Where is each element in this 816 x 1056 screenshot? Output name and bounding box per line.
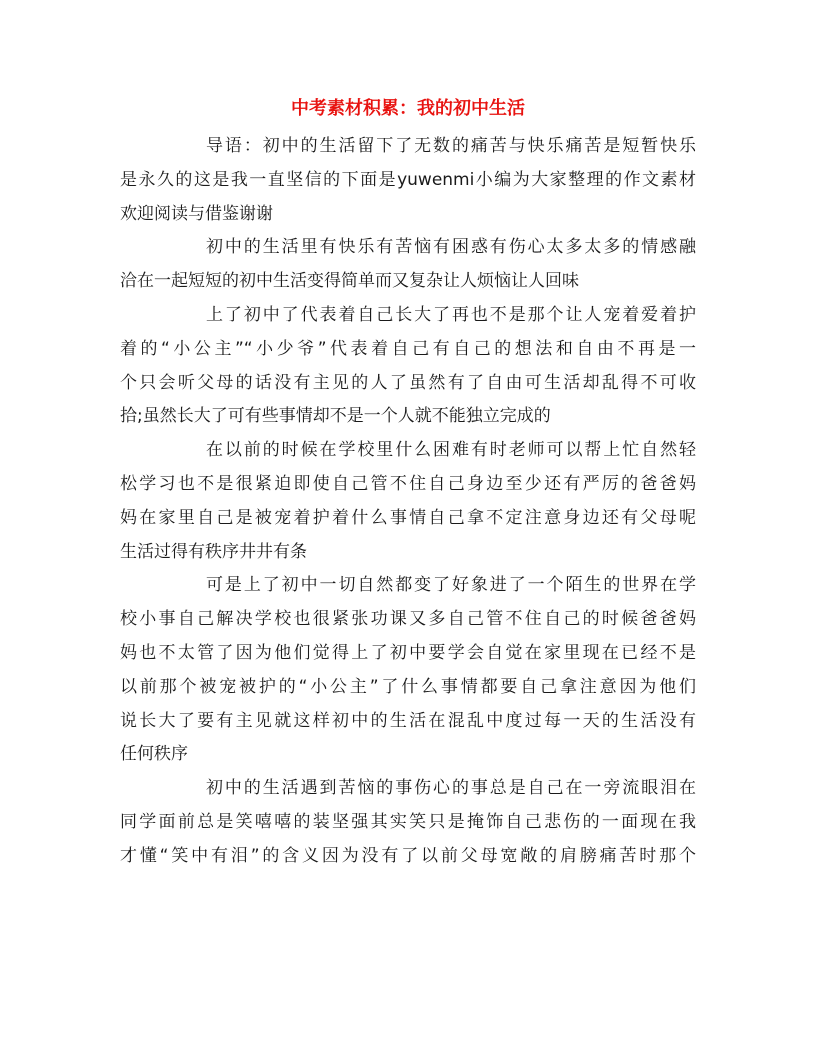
paragraph-line: 校小事自己解决学校也很紧张功课又多自己管不住自己的时候爸爸妈 [120, 609, 696, 630]
paragraph-line: 初中的生活遇到苦恼的事伤心的事总是自己在一旁流眼泪在 [206, 778, 696, 799]
paragraph-line: 可是上了初中一切自然都变了好象进了一个陌生的世界在学 [206, 575, 696, 596]
paragraph-line: 妈在家里自己是被宠着护着什么事情自己拿不定注意身边还有父母呢 [120, 507, 696, 528]
paragraph [120, 299, 696, 434]
paragraph-line: 在以前的时候在学校里什么困难有时老师可以帮上忙自然轻 [206, 440, 696, 461]
paragraph-line: 洽在一起短短的初中生活变得简单而又复杂让人烦恼让人回味 [120, 271, 579, 292]
document-title: 中考素材积累：我的初中生活 [291, 98, 525, 119]
paragraph [120, 434, 696, 569]
paragraph [120, 231, 696, 299]
paragraph [120, 569, 696, 772]
paragraph-line: 任何秩序 [120, 744, 188, 765]
paragraph [120, 772, 696, 873]
paragraph-line: 个只会听父母的话没有主见的人了虽然有了自由可生活却乱得不可收 [120, 372, 696, 393]
paragraph-intro [120, 130, 696, 231]
document-body [120, 130, 696, 874]
paragraph-line: 同学面前总是笑嘻嘻的装坚强其实笑只是掩饰自己悲伤的一面现在我 [120, 811, 696, 832]
paragraph-line: 说长大了要有主见就这样初中的生活在混乱中度过每一天的生活没有 [120, 710, 696, 731]
paragraph-line: 以前那个被宠被护的“小公主”了什么事情都要自己拿注意因为他们 [120, 676, 696, 697]
paragraph-line: 松学习也不是很紧迫即使自己管不住自己身边至少还有严厉的爸爸妈 [120, 473, 696, 494]
paragraph-line: 导语：初中的生活留下了无数的痛苦与快乐痛苦是短暂快乐 [206, 136, 696, 156]
paragraph-line: 妈也不太管了因为他们觉得上了初中要学会自觉在家里现在已经不是 [120, 642, 696, 663]
paragraph-line: 拾;虽然长大了可有些事情却不是一个人就不能独立完成的 [120, 406, 551, 427]
paragraph-line: 着的“小公主”“小少爷”代表着自己有自己的想法和自由不再是一 [120, 338, 696, 359]
paragraph-line: 是永久的这是我一直坚信的下面是yuwenmi小编为大家整理的作文素材 [120, 169, 696, 190]
paragraph-line: 才懂“笑中有泪”的含义因为没有了以前父母宽敞的肩膀痛苦时那个 [120, 845, 696, 866]
paragraph-line: 生活过得有秩序井井有条 [120, 541, 307, 562]
paragraph-line: 上了初中了代表着自己长大了再也不是那个让人宠着爱着护 [206, 304, 696, 325]
paragraph-line: 欢迎阅读与借鉴谢谢 [120, 203, 273, 224]
paragraph-line: 初中的生活里有快乐有苦恼有困惑有伤心太多太多的情感融 [206, 237, 696, 258]
